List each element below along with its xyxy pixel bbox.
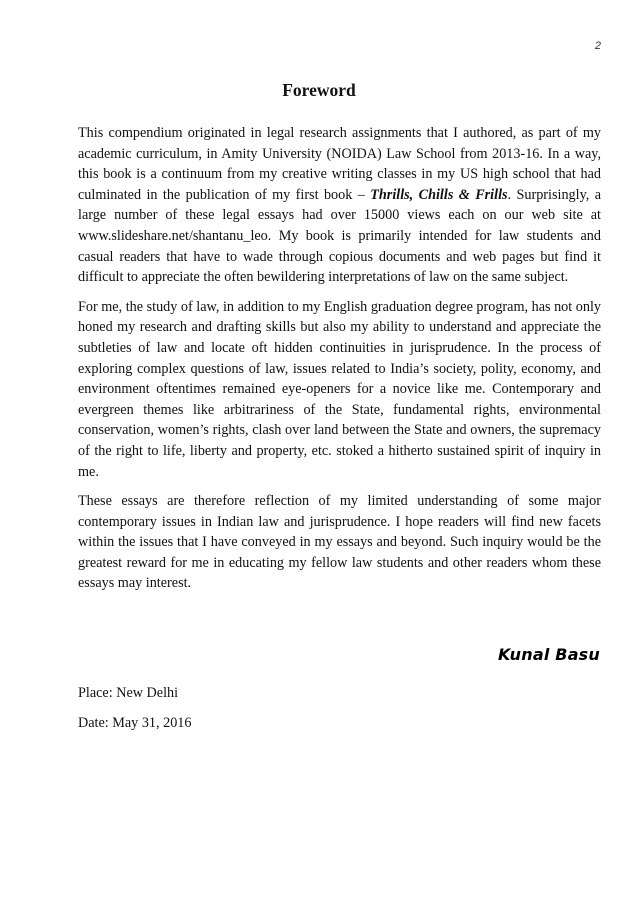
paragraph-1-text-b: . Surprisingly, a large number of these legal essays had over 15000 views each on our web site at www.slideshare.net/shantanu_leo. My book is primarily intended for law students and casual readers that have to wade through copious documents and web pages but find it difficult to appreciate the often bewildering interpretations of law on the same subject.	[78, 186, 602, 286]
book-title: Thrills, Chills & Frills	[370, 186, 508, 203]
page-title: Foreword	[282, 80, 356, 100]
page-number: 2	[594, 40, 601, 52]
place-line: Place: New Delhi	[78, 685, 179, 701]
date-line: Date: May 31, 2016	[78, 715, 192, 731]
paragraph-2: For me, the study of law, in addition to my English graduation degree program, has not only honed my research and drafting skills but also my ability to understand and appreciate the subtleties of law and locate oft hidden continuities in jurisprudence. In the process of exploring complex questions of law, issues related to India’s society, polity, economy, and environment oftentimes remained eye-openers for a novice like me. Contemporary and evergreen themes like arbitrariness of the State, fundamental rights, environmental conservation, women’s rights, clash over land between the State and owners, the supremacy of the right to life, liberty and property, etc. stoked a hitherto sustained spirit of inquiry in me.	[78, 298, 601, 480]
paragraph-3: These essays are therefore reflection of my limited understanding of some major contemporary issues in Indian law and jurisprudence. I hope readers will find new facets within the issues that I have conveyed in my essays and beyond. Such inquiry would be the greatest reward for me in educating my fellow law students and other readers whom these essays may interest.	[78, 493, 601, 592]
paragraph-1	[78, 123, 601, 288]
paragraph-1-text-a: This compendium originated in legal research assignments that I authored, as part of my academic curriculum, in Amity University (NOIDA) Law School from 2013-16. In a way, this book is a continuum from my creative writing classes in my US high school that had culminated in the publication of my first book –	[78, 125, 601, 203]
author-signature: Kunal Basu	[497, 645, 600, 664]
foreword-body	[78, 123, 601, 603]
